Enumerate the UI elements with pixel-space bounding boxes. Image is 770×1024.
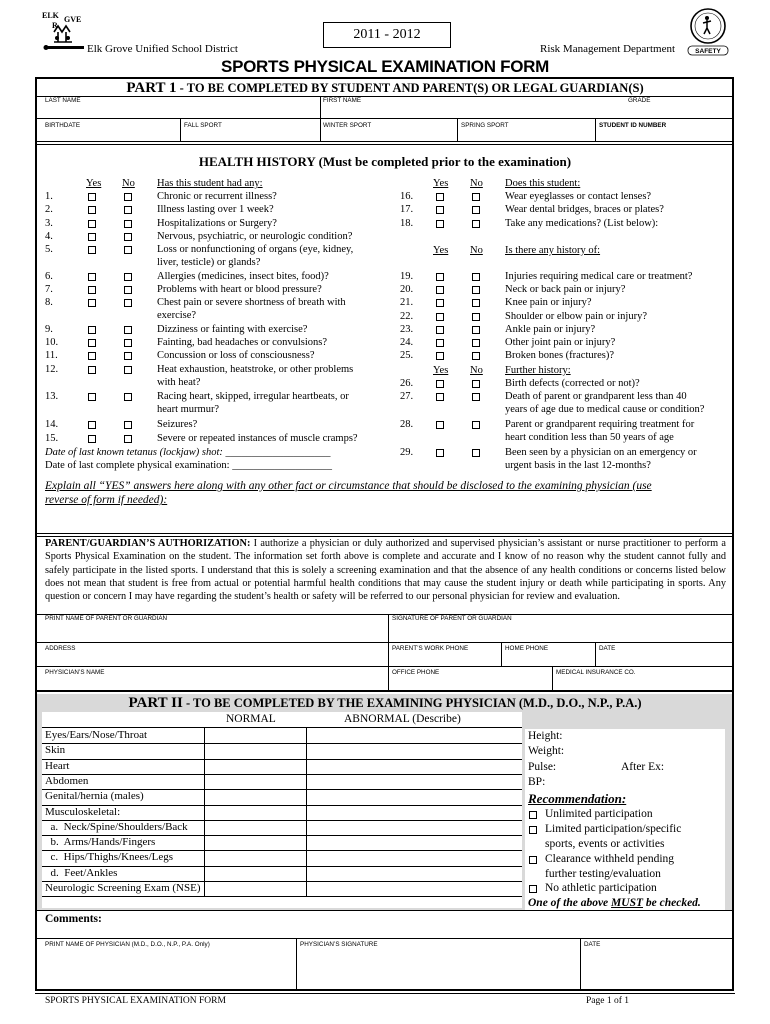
pulse-label: Pulse: [528,761,557,773]
work-phone-label: PARENT’S WORK PHONE [392,645,469,652]
question-text: Concussion or loss of consciousness? [157,350,315,361]
history-yes-header: Yes [433,245,449,256]
authorization-heading: PARENT/GUARDIAN’S AUTHORIZATION: [45,538,251,549]
exam-row-label: d. Feet/Ankles [45,866,118,879]
birthdate-label: BIRTHDATE [45,122,81,129]
safety-logo-icon [686,6,730,56]
further-question-header: Further history: [505,365,571,376]
question-text: heart condition less than 50 years of age [505,432,674,444]
explain-answer-area[interactable] [45,509,725,531]
question-text: Nervous, psychiatric, or neurologic condition? [157,231,353,242]
question-text: Take any medications? (List below): [505,218,659,229]
q23-yes-checkbox[interactable] [436,326,444,334]
q29-yes-checkbox[interactable] [436,449,444,457]
q23-no-checkbox[interactable] [472,326,480,334]
exam-row-input[interactable] [205,820,521,834]
q4-no-checkbox[interactable] [124,233,132,241]
fall-sport-label: FALL SPORT [184,122,222,129]
exam-row-label: Abdomen [45,774,89,787]
exam-row-label: c. Hips/Thighs/Knees/Legs [45,851,174,864]
further-yes-header: Yes [433,365,449,376]
explain-line-1: Explain all “YES” answers here along with any other fact or circumstance that should be disclosed to the examining physician (use [45,480,652,492]
q14-yes-checkbox[interactable] [88,421,96,429]
authorization-paragraph [45,537,726,603]
grade-label: GRADE [628,97,651,104]
right-no-header: No [470,178,483,189]
recommendation-option-1-checkbox[interactable] [529,811,537,819]
q2-no-checkbox[interactable] [124,206,132,214]
question-number: 23. [400,324,414,335]
q19-yes-checkbox[interactable] [436,273,444,281]
q28-yes-checkbox[interactable] [436,421,444,429]
question-number: 1. [45,191,53,202]
physician-sign-input[interactable] [37,950,732,988]
q20-no-checkbox[interactable] [472,286,480,294]
question-number: 16. [400,191,414,202]
question-text: Racing heart, skipped, irregular heartbeats, or [157,391,349,402]
recommendation-option-3-checkbox[interactable] [529,856,537,864]
question-number: 22. [400,311,414,322]
q24-no-checkbox[interactable] [472,339,480,347]
exam-row-input[interactable] [205,835,521,849]
question-text: Shoulder or elbow pain or injury? [505,311,648,322]
school-year-box [323,22,451,48]
q21-yes-checkbox[interactable] [436,299,444,307]
question-text: liver, testicle) or glands? [157,257,261,269]
q6-yes-checkbox[interactable] [88,273,96,281]
must-check-note [528,897,701,910]
question-number: 27. [400,391,414,402]
further-no-header: No [470,365,483,376]
vitals-input-area[interactable] [566,730,721,790]
q12-yes-checkbox[interactable] [88,366,96,374]
q6-no-checkbox[interactable] [124,273,132,281]
weight-label: Weight: [528,745,565,757]
q17-yes-checkbox[interactable] [436,206,444,214]
exam-row-input[interactable] [205,759,521,773]
question-text: Severe or repeated instances of muscle cramps? [157,433,358,444]
recommendation-option-text: Unlimited participation [545,808,653,820]
right-yes-header: Yes [433,178,449,189]
exam-row-label: Neurologic Screening Exam (NSE) [45,882,201,894]
q15-no-checkbox[interactable] [124,435,132,443]
q17-no-checkbox[interactable] [472,206,480,214]
history-question-header: Is there any history of: [505,245,601,256]
left-no-header: No [122,178,135,189]
right-question-header: Does this student: [505,178,581,189]
part1-label: PART 1 [126,80,177,96]
question-number: 11. [45,350,58,361]
explain-line-2: reverse of form if needed): [45,494,168,506]
question-text: Parent or grandparent requiring treatment for [505,419,695,430]
question-number: 24. [400,337,414,348]
q25-no-checkbox[interactable] [472,352,480,360]
q16-yes-checkbox[interactable] [436,193,444,201]
q11-no-checkbox[interactable] [124,352,132,360]
physician-print-name-label: PRINT NAME OF PHYSICIAN (M.D., D.O., N.P., P.A. Only) [45,941,210,948]
elk-grove-logo-icon [40,8,88,54]
question-number: 29. [400,447,414,458]
q16-no-checkbox[interactable] [472,193,480,201]
exam-row-input[interactable] [205,805,521,819]
question-text: with heat? [157,377,201,389]
parent-name-signature-input[interactable] [37,623,732,641]
exam-row-label: b. Arms/Hands/Fingers [45,836,156,849]
must-note-emphasis: MUST [611,897,643,909]
footer-page: Page 1 of 1 [586,996,630,1006]
question-number: 4. [45,231,53,242]
history-no-header: No [470,245,483,256]
part1-subtitle: - TO BE COMPLETED BY STUDENT AND PARENT(S) OR LEGAL GUARDIAN(S) [176,81,644,95]
normal-header: NORMAL [226,713,276,725]
must-note-post: be checked. [643,897,701,909]
insurance-label: MEDICAL INSURANCE CO. [556,669,636,676]
recommendation-option-2-checkbox[interactable] [529,826,537,834]
exam-row-input[interactable] [205,789,521,803]
q8-no-checkbox[interactable] [124,299,132,307]
school-year: 2011 - 2012 [353,27,421,42]
question-number: 25. [400,350,414,361]
exam-row-label: a. Neck/Spine/Shoulders/Back [45,820,188,833]
parent-print-name-label: PRINT NAME OF PARENT OR GUARDIAN [45,615,168,622]
q5-yes-checkbox[interactable] [88,246,96,254]
q9-no-checkbox[interactable] [124,326,132,334]
question-text: years of age due to medical cause or condition? [505,404,705,416]
q12-no-checkbox[interactable] [124,366,132,374]
physician-name-label: PHYSICIAN’S NAME [45,669,105,676]
question-text: Broken bones (fractures)? [505,350,615,361]
q18-no-checkbox[interactable] [472,220,480,228]
question-text: Birth defects (corrected or not)? [505,378,640,389]
comments-input[interactable] [120,912,725,936]
question-text: Other joint pain or injury? [505,337,616,348]
exam-row-divider [42,896,522,897]
exam-row-label: Musculoskeletal: [45,805,121,818]
question-text: Loss or nonfunctioning of organs (eye, kidney, [157,244,354,255]
question-text: Illness lasting over 1 week? [157,204,274,215]
q13-yes-checkbox[interactable] [88,393,96,401]
home-phone-label: HOME PHONE [505,645,549,652]
part1-heading [0,80,770,97]
physical-line: Date of last complete physical examination: ___________________ [45,460,332,471]
question-text: Chest pain or severe shortness of breath with [157,297,346,308]
exam-row-input[interactable] [205,881,521,895]
question-text: Heat exhaustion, heatstroke, or other problems [157,364,354,375]
question-text: Ankle pain or injury? [505,324,596,335]
q26-no-checkbox[interactable] [472,380,480,388]
q3-yes-checkbox[interactable] [88,220,96,228]
q25-yes-checkbox[interactable] [436,352,444,360]
tetanus-line: Date of last known tetanus (lockjaw) shot: ____________________ [45,447,331,458]
recommendation-option-text: Clearance withheld pending [545,853,675,865]
physician-signature-label: PHYSICIAN’S SIGNATURE [300,941,378,948]
must-note-pre: One of the above [528,897,612,909]
question-number: 10. [45,337,59,348]
left-yes-header: Yes [86,178,102,189]
q26-yes-checkbox[interactable] [436,380,444,388]
district-name: Elk Grove Unified School District [87,43,238,55]
q7-yes-checkbox[interactable] [88,286,96,294]
winter-sport-label: WINTER SPORT [323,122,372,129]
q18-yes-checkbox[interactable] [436,220,444,228]
question-text: Chronic or recurrent illness? [157,191,277,202]
question-number: 8. [45,297,53,308]
q19-no-checkbox[interactable] [472,273,480,281]
question-text: Problems with heart or blood pressure? [157,284,322,295]
question-number: 3. [45,218,53,229]
first-name-label: FIRST NAME [323,97,362,104]
q22-no-checkbox[interactable] [472,313,480,321]
q22-yes-checkbox[interactable] [436,313,444,321]
safety-logo-text: SAFETY [695,48,721,55]
q11-yes-checkbox[interactable] [88,352,96,360]
comments-label: Comments: [45,913,102,925]
question-text: Death of parent or grandparent less than 40 [505,391,687,402]
question-text: Neck or back pain or injury? [505,284,626,295]
q15-yes-checkbox[interactable] [88,435,96,443]
exam-row-label: Skin [45,744,66,757]
authorization-text: I authorize a physician or duly authorized and supervised physician’s assistant or nurse practitioner to perform a Sports Physical Examination on the student. The information set forth above is complete and accurate and I know of no reason why the student cannot fully and safely participate in the listed sports. I understand that this is solely a screening examination and that the absence of any health conditions or concerns listed below does not mean that student is free from actual or potential harmful health conditions that may cause the student injury or death while participating in sports. Any question or concern I may have regarding the student’s health or safety will be referred to our personal physician for review and evaluation. [45,538,726,603]
question-text: heart murmur? [157,404,220,416]
q1-yes-checkbox[interactable] [88,193,96,201]
question-text: Hospitalizations or Surgery? [157,218,277,229]
exam-row-label: Eyes/Ears/Nose/Throat [45,729,148,741]
physician-date-label: DATE [584,941,601,948]
question-number: 19. [400,271,414,282]
recommendation-option-4-checkbox[interactable] [529,885,537,893]
bp-label: BP: [528,776,546,788]
department-name: Risk Management Department [540,43,676,55]
exam-row-label: Genital/hernia (males) [45,790,144,803]
question-number: 26. [400,378,414,389]
recommendation-option-text: sports, events or activities [545,838,665,850]
health-history-heading: HEALTH HISTORY (Must be completed prior to the examination) [198,154,572,169]
recommendation-option-text: Limited participation/specific [545,823,682,835]
question-text: exercise? [157,310,197,322]
part2-subtitle: - TO BE COMPLETED BY THE EXAMINING PHYSICIAN (M.D., D.O., N.P., P.A.) [182,696,642,710]
office-phone-label: OFFICE PHONE [392,669,440,676]
left-question-header: Has this student had any: [157,178,263,189]
parent-date-label: DATE [599,645,616,652]
q10-yes-checkbox[interactable] [88,339,96,347]
spring-sport-label: SPRING SPORT [461,122,509,129]
question-text: Seizures? [157,419,198,430]
q27-yes-checkbox[interactable] [436,393,444,401]
question-text: Allergies (medicines, insect bites, food)? [157,271,329,282]
question-number: 28. [400,419,414,430]
question-number: 18. [400,218,414,229]
question-text: Fainting, bad headaches or convulsions? [157,337,327,348]
part2-label: PART II [128,695,183,711]
exam-row-input[interactable] [205,743,521,757]
abnormal-header: ABNORMAL (Describe) [344,713,461,725]
question-number: 12. [45,364,59,375]
footer-form-name: SPORTS PHYSICAL EXAMINATION FORM [45,996,226,1006]
parent-signature-label: SIGNATURE OF PARENT OR GUARDIAN [392,615,512,622]
address-label: ADDRESS [45,645,76,652]
last-name-label: LAST NAME [45,97,81,104]
question-text: urgent basis in the last 12-months? [505,460,651,472]
q3-no-checkbox[interactable] [124,220,132,228]
question-number: 13. [45,391,59,402]
question-number: 5. [45,244,53,255]
question-text: Knee pain or injury? [505,297,592,308]
question-text: Dizziness or fainting with exercise? [157,324,308,335]
question-number: 2. [45,204,53,215]
exam-row-input[interactable] [205,728,521,742]
question-number: 15. [45,433,59,444]
recommendation-option-text: further testing/evaluation [545,868,661,880]
q5-no-checkbox[interactable] [124,246,132,254]
question-number: 17. [400,204,414,215]
q27-no-checkbox[interactable] [472,393,480,401]
question-number: 14. [45,419,59,430]
q10-no-checkbox[interactable] [124,339,132,347]
question-text: Injuries requiring medical care or treatment? [505,271,693,282]
q29-no-checkbox[interactable] [472,449,480,457]
after-ex-label: After Ex: [621,761,665,773]
question-number: 7. [45,284,53,295]
address-phone-input[interactable] [37,653,732,665]
exam-row-input[interactable] [205,866,521,880]
q2-yes-checkbox[interactable] [88,206,96,214]
exam-row-label: Heart [45,759,70,772]
exam-row-input[interactable] [205,774,521,788]
question-text: Been seen by a physician on an emergency or [505,447,697,458]
q20-yes-checkbox[interactable] [436,286,444,294]
height-label: Height: [528,730,563,742]
question-number: 21. [400,297,414,308]
svg-text:GVE: GVE [64,15,82,24]
q8-yes-checkbox[interactable] [88,299,96,307]
physician-insurance-input[interactable] [37,677,732,689]
part2-heading [0,695,770,712]
recommendation-option-text: No athletic participation [545,882,657,894]
q4-yes-checkbox[interactable] [88,233,96,241]
q7-no-checkbox[interactable] [124,286,132,294]
svg-text:R: R [52,21,58,30]
q1-no-checkbox[interactable] [124,193,132,201]
q24-yes-checkbox[interactable] [436,339,444,347]
form-title: SPORTS PHYSICAL EXAMINATION FORM [221,57,549,76]
question-number: 6. [45,271,53,282]
question-text: Wear dental bridges, braces or plates? [505,204,664,215]
q13-no-checkbox[interactable] [124,393,132,401]
q28-no-checkbox[interactable] [472,421,480,429]
exam-row-input[interactable] [205,850,521,864]
student-id-label: STUDENT ID NUMBER [599,122,667,129]
q14-no-checkbox[interactable] [124,421,132,429]
q21-no-checkbox[interactable] [472,299,480,307]
recommendation-heading: Recommendation: [528,791,627,806]
question-text: Wear eyeglasses or contact lenses? [505,191,652,202]
svg-text:ELK: ELK [42,11,59,20]
q9-yes-checkbox[interactable] [88,326,96,334]
question-number: 20. [400,284,414,295]
question-number: 9. [45,324,53,335]
